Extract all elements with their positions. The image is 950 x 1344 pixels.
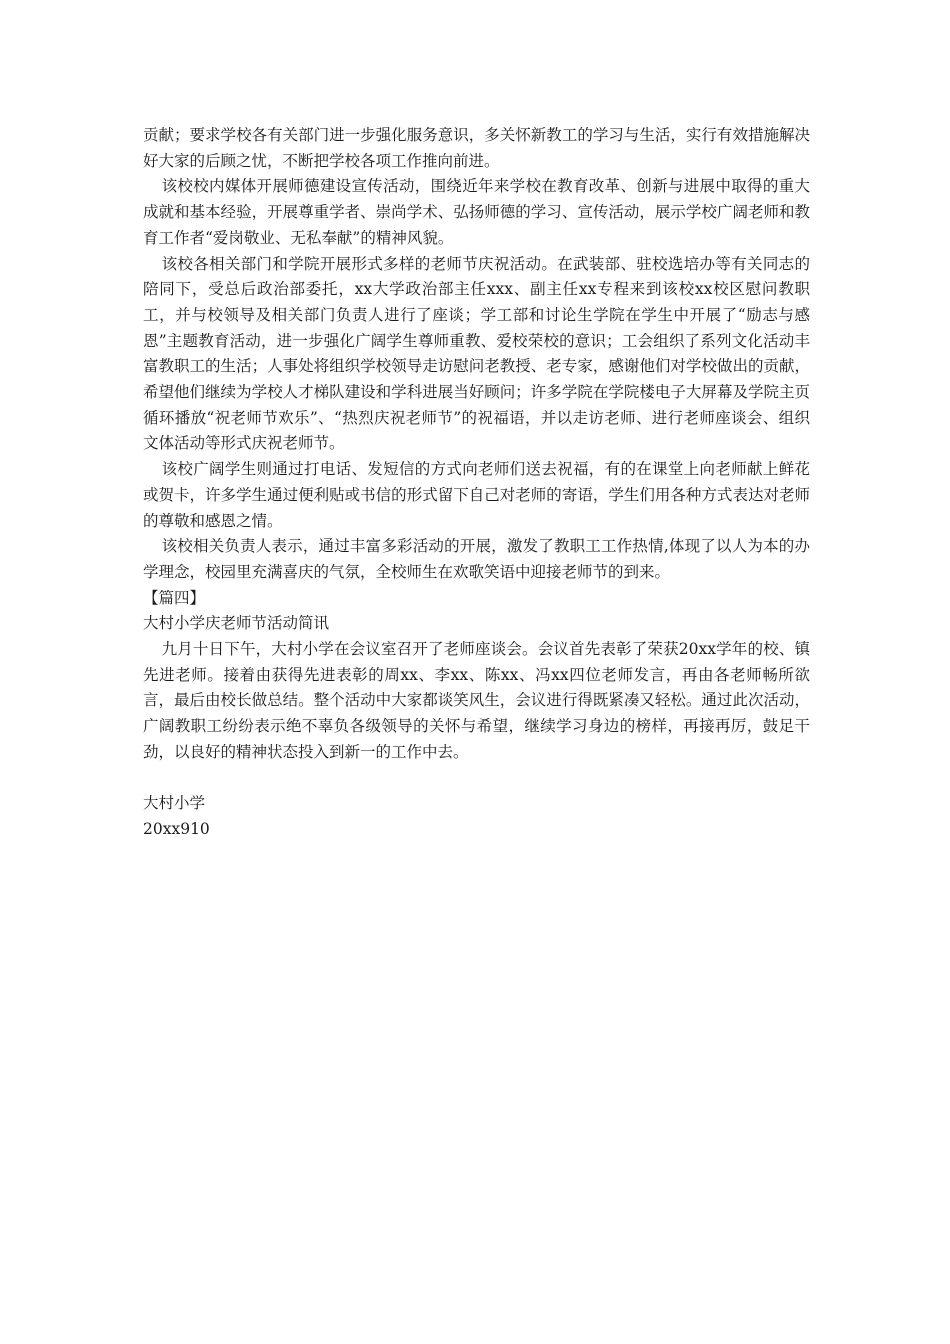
document-body [143,123,810,843]
section-title: 大村小学庆老师节活动简讯 [143,614,330,633]
paragraph: 该校相关负责人表示，通过丰富多彩活动的开展，激发了教职工工作热情,体现了以人为本的办学理念，校园里充满喜庆的气氛，全校师生在欢歌笑语中迎接老师节的到来。 [143,537,810,581]
paragraph: 该校各相关部门和学院开展形式多样的老师节庆祝活动。在武装部、驻校选培办等有关同志的陪同下，受总后政治部委托，xx大学政治部主任xxx、副主任xx专程来到该校xx校区慰问教职工，并与校领导及相关部门负责人进行了座谈；学工部和讨论生学院在学生中开展了“励志与感恩”主题教育活动，进一步强化广阔学生尊师重教、爱校荣校的意识；工会组织了系列文化活动丰富教职工的生活；人事处将组织学校领导走访慰问老教授、老专家，感谢他们对学校做出的贡献，希望他们继续为学校人才梯队建设和学科进展当好顾问；许多学院在学院楼电子大屏幕及学院主页循环播放“祝老师节欢乐”、“热烈庆祝老师节”的祝福语，并以走访老师、进行老师座谈会、组织文体活动等形式庆祝老师节。 [143,254,810,453]
paragraph: 贡献；要求学校各有关部门进一步强化服务意识，多关怀新教工的学习与生活，实行有效措施解决好大家的后顾之忧，不断把学校各项工作推向前进。 [143,126,810,170]
blank-line [143,766,810,792]
signature-organization: 大村小学 [143,794,206,813]
signature-date: 20xx910 [143,819,210,838]
paragraph: 该校校内媒体开展师德建设宣传活动，围绕近年来学校在教育改革、创新与进展中取得的重大成就和基本经验，开展尊重学者、崇尚学术、弘扬师德的学习、宣传活动，展示学校广阔老师和教育工作者“爱岗敬业、无私奉献”的精神风貌。 [143,177,810,247]
section-body: 九月十日下午，大村小学在会议室召开了老师座谈会。会议首先表彰了荣获20xx学年的校、镇先进老师。接着由获得先进表彰的周xx、李xx、陈xx、冯xx四位老师发言，再由各老师畅所欲言，最后由校长做总结。整个活动中大家都谈笑风生，会议进行得既紧凑又轻松。通过此次活动，广阔教职工纷纷表示绝不辜负各级领导的关怀与希望，继续学习身边的榜样，再接再厉，鼓足干劲，以良好的精神状态投入到新一的工作中去。 [143,640,810,761]
section-label: 【篇四】 [143,588,206,607]
paragraph: 该校广阔学生则通过打电话、发短信的方式向老师们送去祝福，有的在课堂上向老师献上鲜花或贺卡，许多学生通过便利贴或书信的形式留下自己对老师的寄语，学生们用各种方式表达对老师的尊敬和感恩之情。 [143,460,810,530]
